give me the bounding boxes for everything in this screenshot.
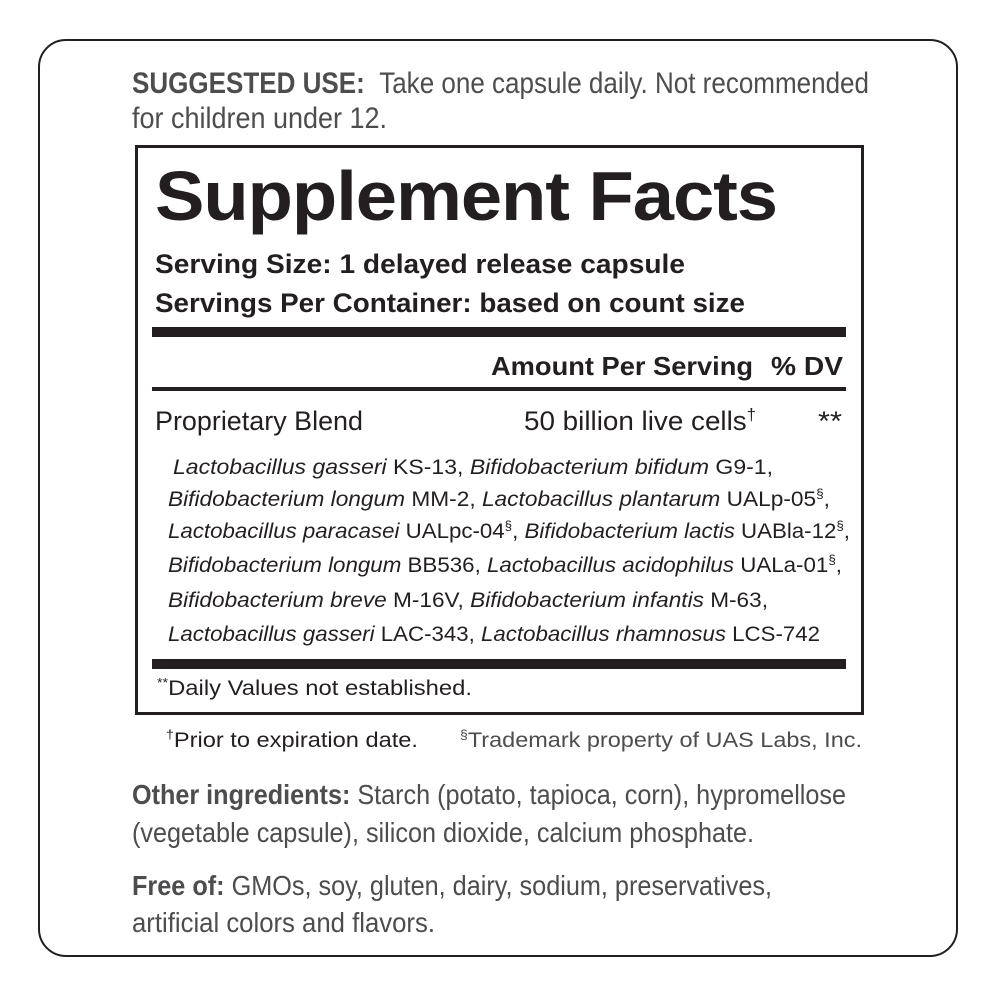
free-of-text: GMOs, soy, gluten, dairy, sodium, preservatives, bbox=[224, 870, 773, 901]
servings-per-container: Servings Per Container: based on count size bbox=[155, 288, 745, 318]
serving-size: Serving Size: 1 delayed release capsule bbox=[155, 249, 685, 279]
bottom-thick-divider bbox=[152, 659, 846, 669]
free-of-label: Free of: bbox=[132, 870, 225, 901]
other-ingredients-line2: (vegetable capsule), silicon dioxide, calcium phosphate. bbox=[132, 817, 754, 848]
header-amount-per-serving: Amount Per Serving bbox=[491, 351, 753, 381]
suggested-use-line2 bbox=[132, 101, 416, 137]
facts-title: Supplement Facts bbox=[155, 157, 777, 235]
strain-line-6: Lactobacillus gasseri LAC-343, Lactobacillus rhamnosus LCS-742 bbox=[168, 623, 820, 646]
strain-line-1: Lactobacillus gasseri KS-13, Bifidobacterium bifidum G9-1, bbox=[173, 456, 773, 479]
blend-amount-value: 50 billion live cells bbox=[524, 406, 747, 436]
strain-line-2: Bifidobacterium longum MM-2, Lactobacillus plantarum UALp-05§, bbox=[168, 487, 830, 511]
suggested-use-text-2: for children under 12. bbox=[132, 102, 387, 135]
suggested-use-label: SUGGESTED USE: bbox=[132, 67, 365, 100]
dv-note bbox=[157, 676, 472, 702]
strain-line-5: Bifidobacterium breve M-16V, Bifidobacterium infantis M-63, bbox=[168, 589, 768, 612]
thick-divider bbox=[152, 327, 846, 337]
free-of-line2: artificial colors and flavors. bbox=[132, 907, 435, 938]
strain-line-4: Bifidobacterium longum BB536, Lactobacillus acidophilus UALa-01§, bbox=[168, 553, 842, 577]
suggested-use bbox=[132, 66, 982, 102]
other-ingredients-label: Other ingredients: bbox=[132, 779, 351, 810]
other-ingredients-text: Starch (potato, tapioca, corn), hypromellose bbox=[350, 779, 846, 810]
blend-name: Proprietary Blend bbox=[155, 406, 363, 436]
dv-note-text: Daily Values not established. bbox=[168, 677, 472, 700]
suggested-use-text: Take one capsule daily. Not recommended bbox=[379, 67, 869, 100]
dagger-mark: † bbox=[746, 406, 756, 424]
other-ingredients bbox=[132, 775, 926, 815]
double-asterisk: ** bbox=[157, 676, 169, 690]
header-divider bbox=[152, 387, 846, 391]
blend-amount bbox=[524, 404, 756, 438]
strain-line-3: Lactobacillus paracasei UALpc-04§, Bifidobacterium lactis UABla-12§, bbox=[168, 519, 850, 543]
dagger-footnote: †Prior to expiration date. bbox=[166, 728, 418, 752]
trademark-footnote: §Trademark property of UAS Labs, Inc. bbox=[460, 728, 862, 752]
blend-dv: ** bbox=[818, 406, 842, 436]
free-of bbox=[132, 866, 842, 906]
header-percent-dv: % DV bbox=[771, 351, 843, 381]
